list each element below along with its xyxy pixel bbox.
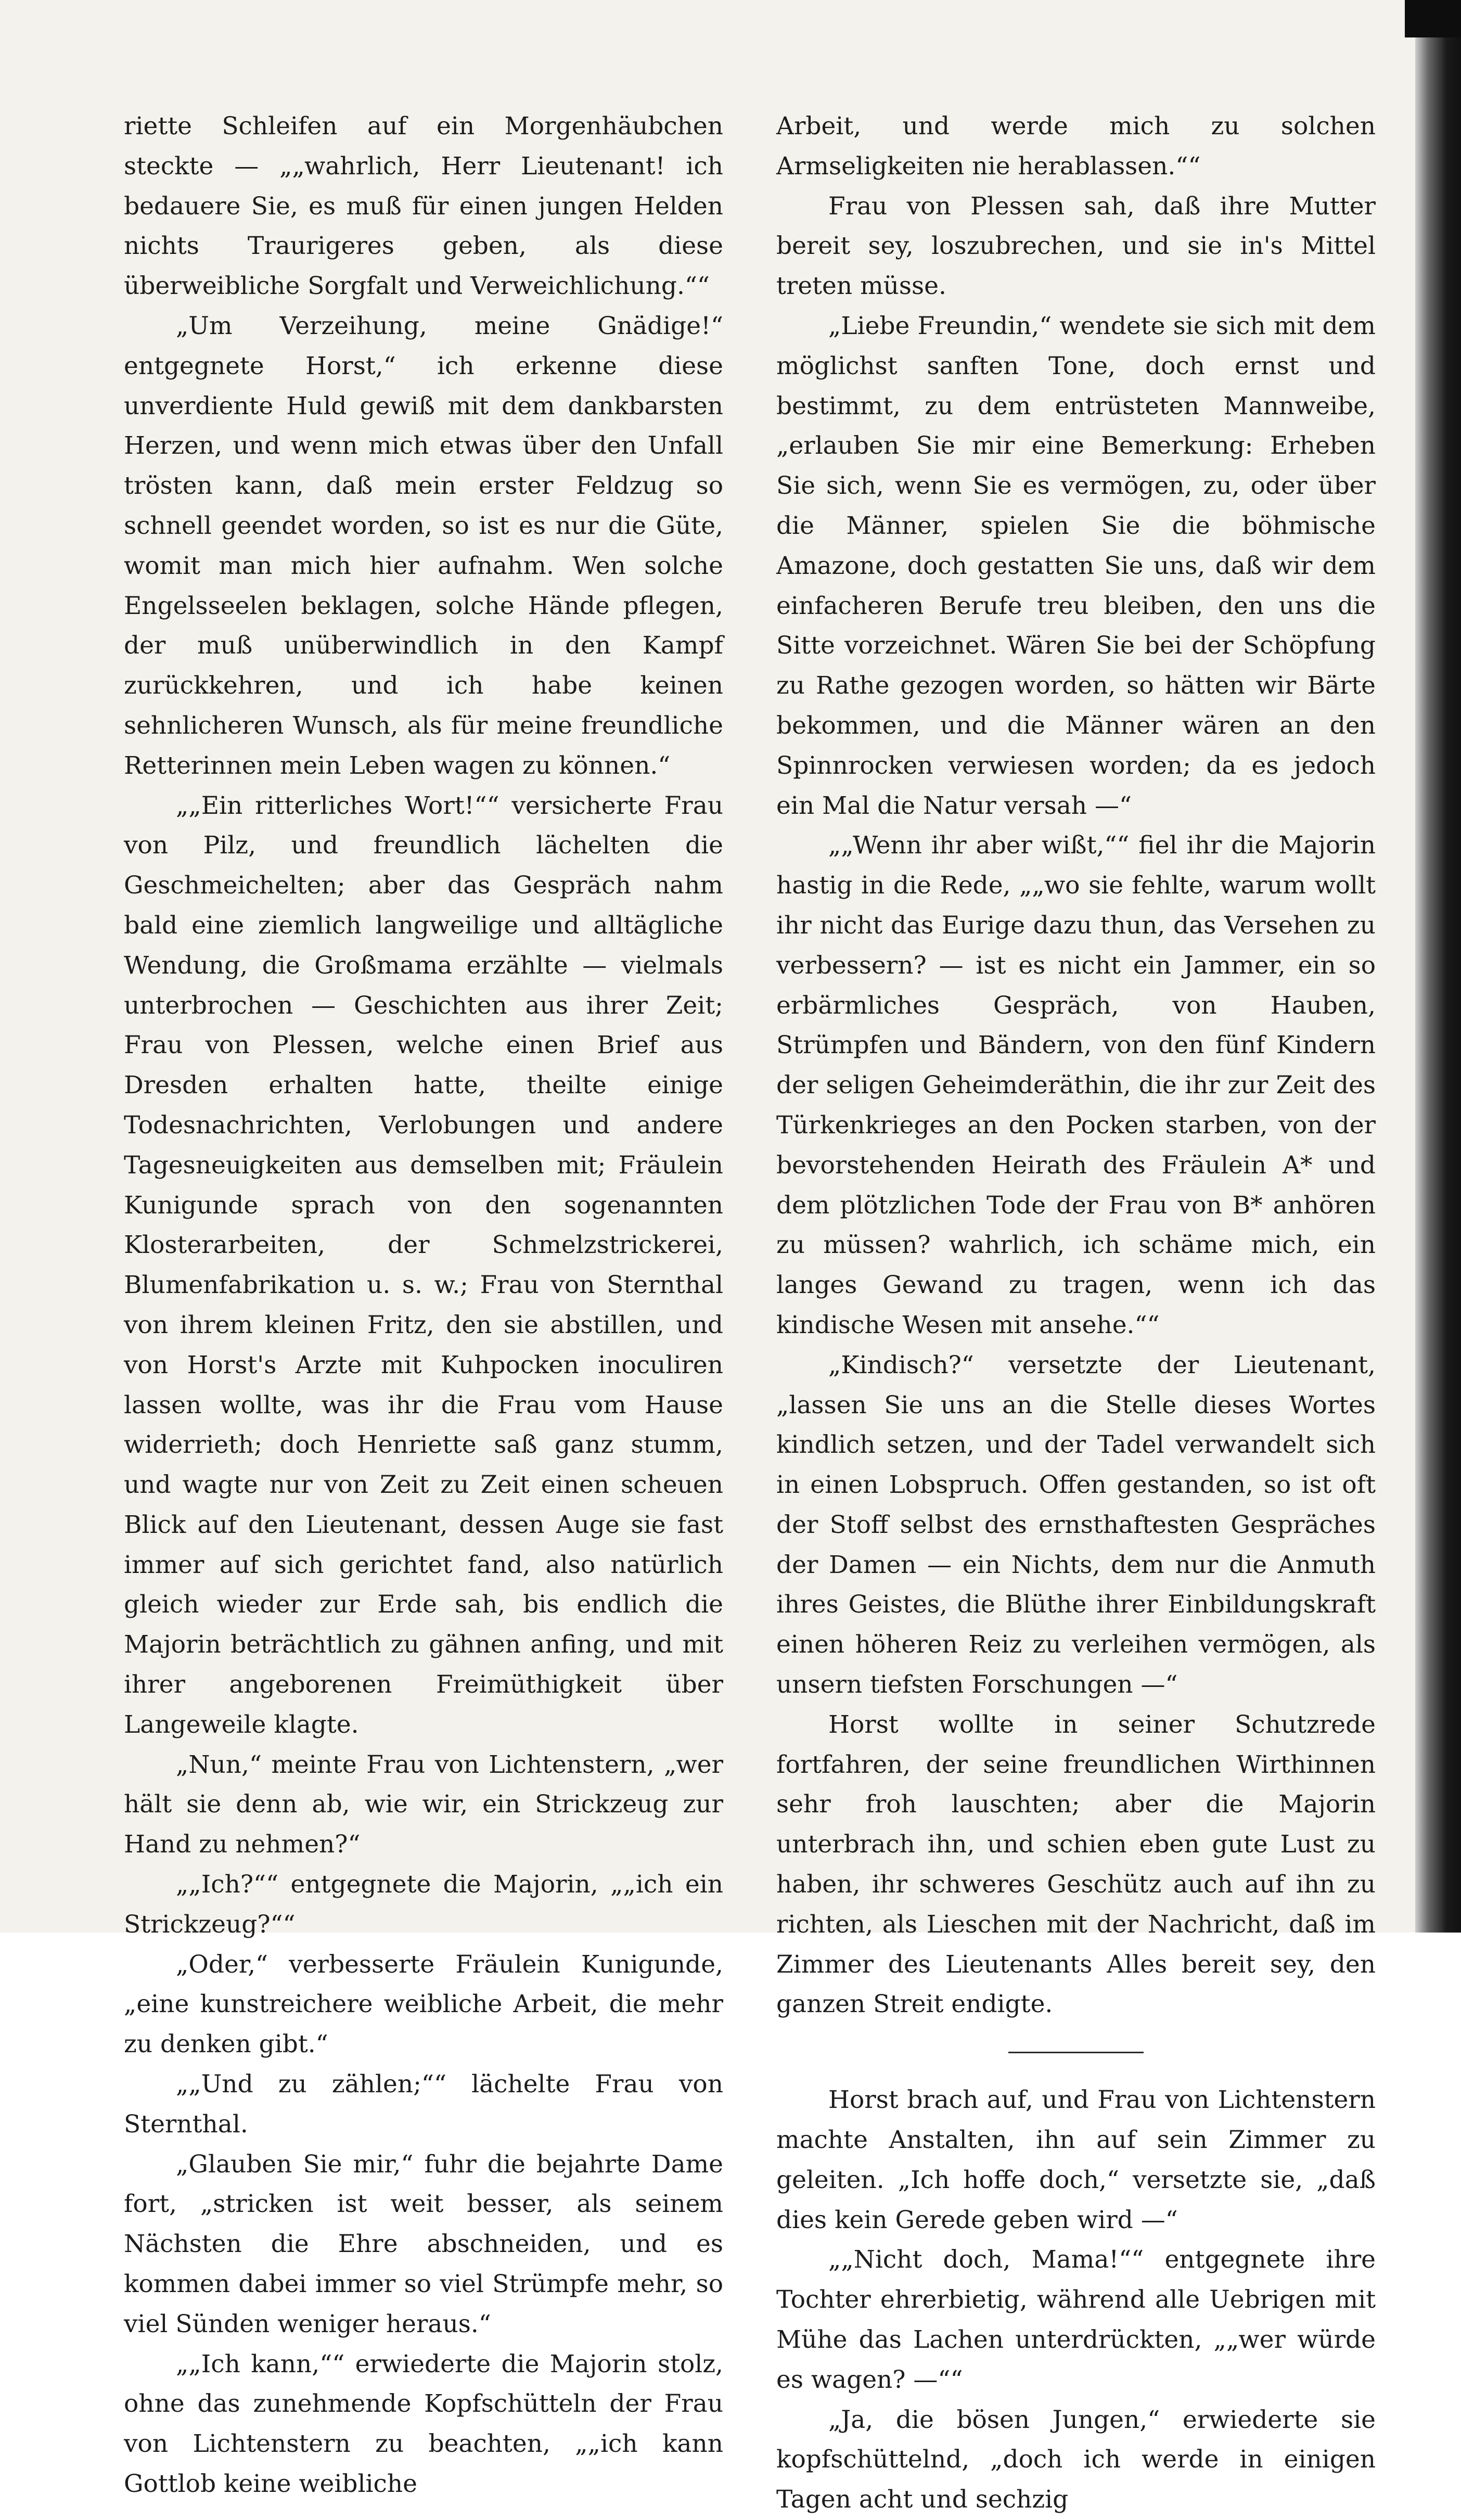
paragraph: „Oder,“ verbesserte Fräulein Kunigunde, „eine kunstreichere weibliche Arbeit, die mehr zu denken gibt.“ bbox=[124, 1950, 723, 2059]
paragraph: Horst brach auf, und Frau von Lichtenstern machte Anstalten, ihn auf sein Zimmer zu geleiten. „Ich hoffe doch,“ versetzte sie, „daß dies kein Gerede geben wird —“ bbox=[776, 2086, 1376, 2234]
paragraph: „Kindisch?“ versetzte der Lieutenant, „lassen Sie uns an die Stelle dieses Wortes kindlich setzen, und der Tadel verwandelt sich in einen Lobspruch. Offen gestanden, so ist oft der Stoff selbst des ernsthaftesten Gespräches der Damen — ein Nichts, dem nur die Anmuth ihres Geistes, die Blüthe ihrer Einbildungskraft einen höheren Reiz zu verleihen vermögen, als unsern tiefsten Forschungen —“ bbox=[776, 1350, 1376, 1699]
paragraph: Arbeit, und werde mich zu solchen Armseligkeiten nie herablassen.““ bbox=[776, 112, 1376, 181]
paragraph: „„Und zu zählen;““ lächelte Frau von Sternthal. bbox=[124, 2070, 723, 2139]
paragraph: „„Wenn ihr aber wißt,““ fiel ihr die Majorin hastig in die Rede, „„wo sie fehlte, warum wollt ihr nicht das Eurige dazu thun, das Versehen zu verbessern? — ist es nicht ein Jammer, ein so erbärmliches Gespräch, von Hauben, Strümpfen und Bändern, von den fünf Kindern der seligen Geheimderäthin, die ihr zur Zeit des Türkenkrieges an den Pocken starben, von der bevorstehenden Heirath des Fräulein A* und dem plötzlichen Tode der Frau von B* anhören zu müssen? wahrlich, ich schäme mich, ein langes Gewand zu tragen, wenn ich das kindische Wesen mit ansehe.““ bbox=[776, 831, 1376, 1339]
paragraph: Frau von Plessen sah, daß ihre Mutter bereit sey, loszubrechen, und sie in's Mittel treten müsse. bbox=[776, 191, 1376, 301]
paragraph: „„Ich kann,““ erwiederte die Majorin stolz, ohne das zunehmende Kopfschütteln der Frau von Lichtenstern zu beachten, „„ich kann Gottlob keine weibliche bbox=[124, 2349, 723, 2499]
paragraph: „Nun,“ meinte Frau von Lichtenstern, „wer hält sie denn ab, wie wir, ein Strickzeug zur Hand zu nehmen?“ bbox=[124, 1750, 723, 1859]
paragraph: „Glauben Sie mir,“ fuhr die bejahrte Dame fort, „stricken ist weit besser, als seinem Nächsten die Ehre abschneiden, und es kommen dabei immer so viel Strümpfe mehr, so viel Sünden weniger heraus.“ bbox=[124, 2150, 723, 2338]
paragraph: „Ja, die bösen Jungen,“ erwiederte sie kopfschüttelnd, „doch ich werde in einigen Tagen acht und sechzig bbox=[776, 2405, 1376, 2514]
paragraph: Horst wollte in seiner Schutzrede fortfahren, der seine freundlichen Wirthinnen sehr froh lauschten; aber die Majorin unterbrach ihn, und schien eben gute Lust zu haben, ihr schweres Geschütz auch auf ihn zu richten, als Lieschen mit der Nachricht, daß im Zimmer des Lieutenants Alles bereit sey, den ganzen Streit endigte. bbox=[776, 1710, 1376, 2019]
paragraph: „„Nicht doch, Mama!““ entgegnete ihre Tochter ehrerbietig, während alle Uebrigen mit Mühe das Lachen unterdrückten, „„wer würde es wagen? —““ bbox=[776, 2245, 1376, 2394]
right-text-column bbox=[776, 107, 1376, 2520]
paragraph: „Liebe Freundin,“ wendete sie sich mit dem möglichst sanften Tone, doch ernst und bestimmt, zu dem entrüsteten Mannweibe, „erlauben Sie mir eine Bemerkung: Erheben Sie sich, wenn Sie es vermögen, zu, oder über die Männer, spielen Sie die böhmische Amazone, doch gestatten Sie uns, daß wir dem einfacheren Berufe treu bleiben, den uns die Sitte vorzeichnet. Wären Sie bei der Schöpfung zu Rathe gezogen worden, so hätten wir Bärte bekommen, und die Männer wären an den Spinnrocken verwiesen worden; da es jedoch ein Mal die Natur versah —“ bbox=[776, 311, 1376, 820]
paragraph: „„Ich?““ entgegnete die Majorin, „„ich ein Strickzeug?““ bbox=[124, 1870, 723, 1939]
scan-page-edge bbox=[1415, 0, 1461, 1933]
scan-corner-shadow bbox=[1405, 0, 1461, 37]
paragraph: „Um Verzeihung, meine Gnädige!“ entgegnete Horst,“ ich erkenne diese unverdiente Huld gewiß mit dem dankbarsten Herzen, und wenn mich etwas über den Unfall trösten kann, daß mein erster Feldzug so schnell geendet worden, so ist es nur die Güte, womit man mich hier aufnahm. Wen solche Engelsseelen beklagen, solche Hände pflegen, der muß unüberwindlich in den Kampf zurückkehren, und ich habe keinen sehnlicheren Wunsch, als für meine freundliche Retterinnen mein Leben wagen zu können.“ bbox=[124, 311, 723, 780]
paragraph: riette Schleifen auf ein Morgenhäubchen steckte — „„wahrlich, Herr Lieutenant! ich bedauere Sie, es muß für einen jungen Helden nichts Traurigeres geben, als diese überweibliche Sorgfalt und Verweichlichung.““ bbox=[124, 112, 723, 301]
left-text-column bbox=[124, 107, 723, 2504]
paragraph: „„Ein ritterliches Wort!““ versicherte Frau von Pilz, und freundlich lächelten die Geschmeichelten; aber das Gespräch nahm bald eine ziemlich langweilige und alltägliche Wendung, die Großmama erzählte — vielmals unterbrochen — Geschichten aus ihrer Zeit; Frau von Plessen, welche einen Brief aus Dresden erhalten hatte, theilte einige Todesnachrichten, Verlobungen und andere Tagesneuigkeiten aus demselben mit; Fräulein Kunigunde sprach von den sogenannten Klosterarbeiten, der Schmelzstrickerei, Blumenfabrikation u. s. w.; Frau von Sternthal von ihrem kleinen Fritz, den sie abstillen, und von Horst's Arzte mit Kuhpocken inoculiren lassen wollte, was ihr die Frau vom Hause widerrieth; doch Henriette saß ganz stumm, und wagte nur von Zeit zu Zeit einen scheuen Blick auf den Lieutenant, dessen Auge sie fast immer auf sich gerichtet fand, also natürlich gleich wieder zur Erde sah, bis endlich die Majorin beträchtlich zu gähnen anfing, und mit ihrer angeborenen Freimüthigkeit über Langeweile klagte. bbox=[124, 791, 723, 1739]
section-divider bbox=[1008, 2052, 1144, 2053]
